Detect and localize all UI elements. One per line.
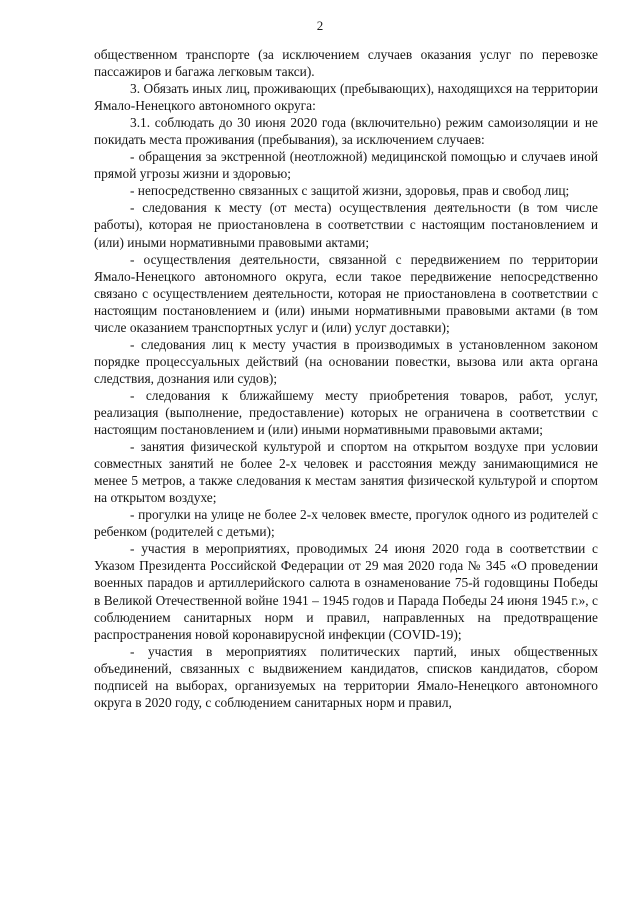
list-item: - прогулки на улице не более 2-х человек вместе, прогулок одного из родителей с ребенком (родителей с детьми); bbox=[94, 507, 598, 540]
paragraph: общественном транспорте (за исключением случаев оказания услуг по перевозке пассажиров и багажа легковым такси). bbox=[94, 47, 598, 80]
paragraph: 3.1. соблюдать до 30 июня 2020 года (включительно) режим самоизоляции и не покидать места проживания (пребывания), за исключением случаев: bbox=[94, 115, 598, 148]
page-number: 2 bbox=[316, 18, 324, 33]
list-item: - следования к месту (от места) осуществления деятельности (в том числе работы), которая не приостановлена в соответствии с настоящим постановлением и (или) иными нормативными правовыми актами; bbox=[94, 200, 598, 250]
list-item: - непосредственно связанных с защитой жизни, здоровья, прав и свобод лиц; bbox=[130, 183, 570, 199]
paragraph: 3. Обязать иных лиц, проживающих (пребывающих), находящихся на территории Ямало-Ненецкого автономного округа: bbox=[94, 81, 598, 114]
list-item: - осуществления деятельности, связанной с передвижением по территории Ямало-Ненецкого автономного округа, если такое передвижение непосредственно связано с осуществлением деятельности, которая не приостановлена в соответствии с настоящим постановлением и (или) иными нормативными правовыми актами (в том числе оказанием транспортных услуг и (или) услуг доставки); bbox=[94, 251, 598, 335]
list-item: - занятия физической культурой и спортом на открытом воздухе при условии совместных занятий не более 2-х человек и расстояния между занимающимися не менее 5 метров, а также следования к местам занятия физической культурой и спортом на открытом воздухе; bbox=[94, 439, 598, 506]
list-item: - обращения за экстренной (неотложной) медицинской помощью и случаев иной прямой угрозы жизни и здоровью; bbox=[94, 149, 598, 182]
list-item: - участия в мероприятиях политических партий, иных общественных объединений, связанных с выдвижением кандидатов, списков кандидатов, сбором подписей на выборах, организуемых на территории Ямало-Ненецкого автономного округа в 2020 году, с соблюдением санитарных норм и правил, bbox=[94, 643, 598, 710]
list-item: - следования к ближайшему месту приобретения товаров, работ, услуг, реализация (выполнение, предоставление) которых не ограничена в соответствии с настоящим постановлением и (или) иными нормативными правовыми актами; bbox=[94, 387, 598, 438]
list-item: - следования лиц к месту участия в производимых в установленном законом порядке процессуальных действий (на основании повестки, вызова или акта органа следствия, дознания или судов); bbox=[94, 336, 598, 386]
document-body bbox=[94, 46, 598, 711]
list-item: - участия в мероприятиях, проводимых 24 июня 2020 года в соответствии с Указом Президента Российской Федерации от 29 мая 2020 года № 345 «О проведении военных парадов и артиллерийского салюта в ознаменование 75-й годовщины Победы в Великой Отечественной войне 1941 – 1945 годов и Парада Победы 24 июня 1945 г.», с соблюдением санитарных норм и правил, направленных на предотвращение распространения новой коронавирусной инфекции (COVID-19); bbox=[94, 541, 598, 642]
